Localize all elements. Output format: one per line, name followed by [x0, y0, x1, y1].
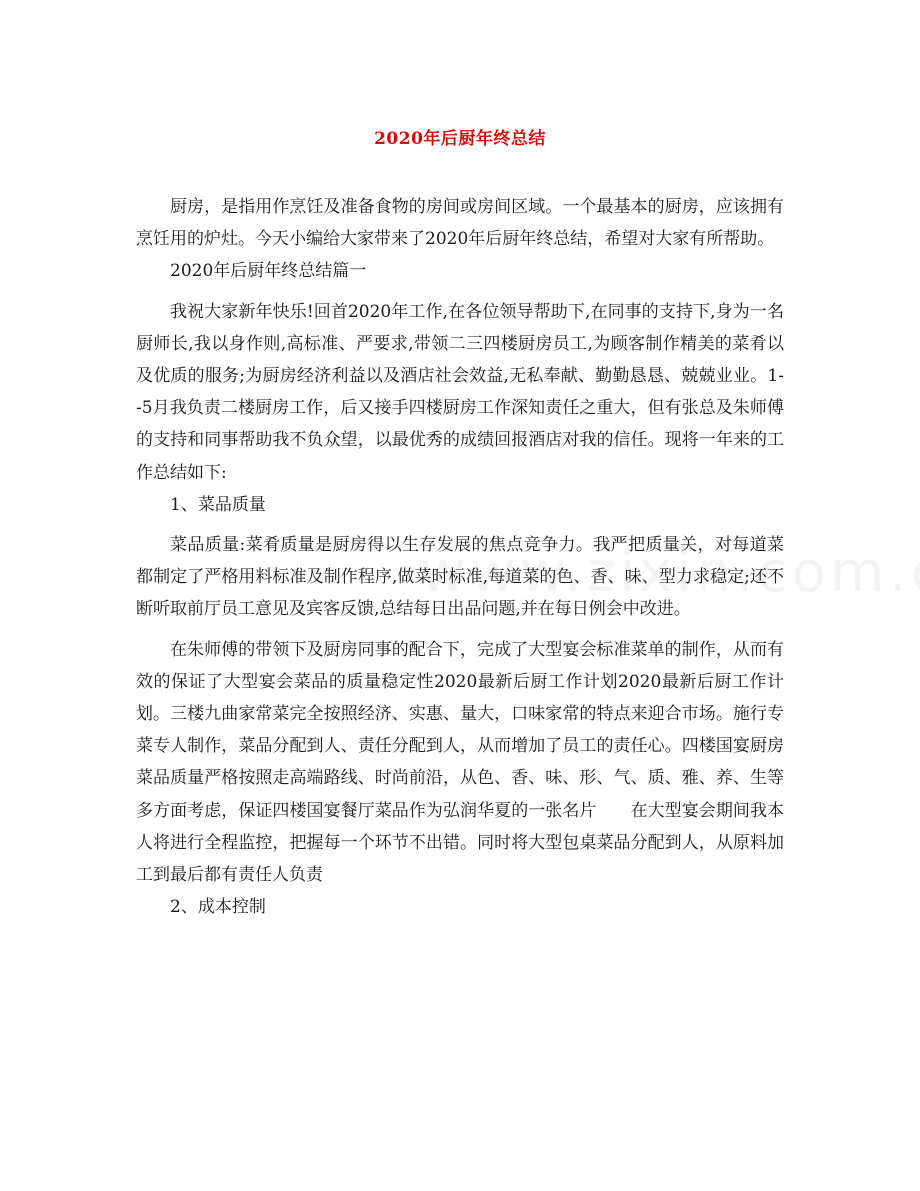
section-heading-dish-quality: 1、菜品质量 [170, 494, 266, 515]
document-body [136, 191, 784, 923]
dish-quality-paragraph: 菜品质量:菜肴质量是厨房得以生存发展的焦点竞争力。我严把质量关，对每道菜都制定了严格用料标准及制作程序,做菜时标准,每道菜的色、香、味、型力求稳定;还不断听取前厅员工意见及宾客反馈,总结每日出品问题,并在每日例会中改进。 [136, 535, 784, 620]
opening-paragraph: 我祝大家新年快乐!回首2020年工作,在各位领导帮助下,在同事的支持下,身为一名厨师长,我以身作则,高标准、严要求,带领二三四楼厨房员工,为顾客制作精美的菜肴以及优质的服务;为厨房经济利益以及酒店社会效益,无私奉献、勤勤恳恳、兢兢业业。1--5月我负责二楼厨房工作，后又接手四楼厨房工作深知责任之重大，但有张总及朱师傅的支持和同事帮助我不负众望，以最优秀的成绩回报酒店对我的信任。现将一年来的工作总结如下: [136, 301, 784, 483]
banquet-paragraph: 在朱师傅的带领下及厨房同事的配合下，完成了大型宴会标准菜单的制作，从而有效的保证了大型宴会菜品的质量稳定性2020最新后厨工作计划2020最新后厨工作计划。三楼九曲家常菜完全按照经济、实惠、量大，口味家常的特点来迎合市场。施行专菜专人制作，菜品分配到人、责任分配到人，从而增加了员工的责任心。四楼国宴厨房菜品质量严格按照走高端路线、时尚前沿，从色、香、味、形、气、质、雅、养、生等多方面考虑，保证四楼国宴餐厅菜品作为弘润华夏的一张名片 在大型宴会期间我本人将进行全程监控，把握每一个环节不出错。同时将大型包桌菜品分配到人，从原料加工到最后都有责任人负责 [136, 639, 784, 886]
section-heading-cost-control: 2、成本控制 [170, 897, 266, 918]
intro-paragraph: 厨房，是指用作烹饪及准备食物的房间或房间区域。一个最基本的厨房，应该拥有烹饪用的炉灶。今天小编给大家带来了2020年后厨年终总结，希望对大家有所帮助。 [136, 197, 784, 250]
document-title: 2020年后厨年终总结 [374, 129, 546, 149]
section-heading-part-one: 2020年后厨年终总结篇一 [170, 261, 367, 282]
